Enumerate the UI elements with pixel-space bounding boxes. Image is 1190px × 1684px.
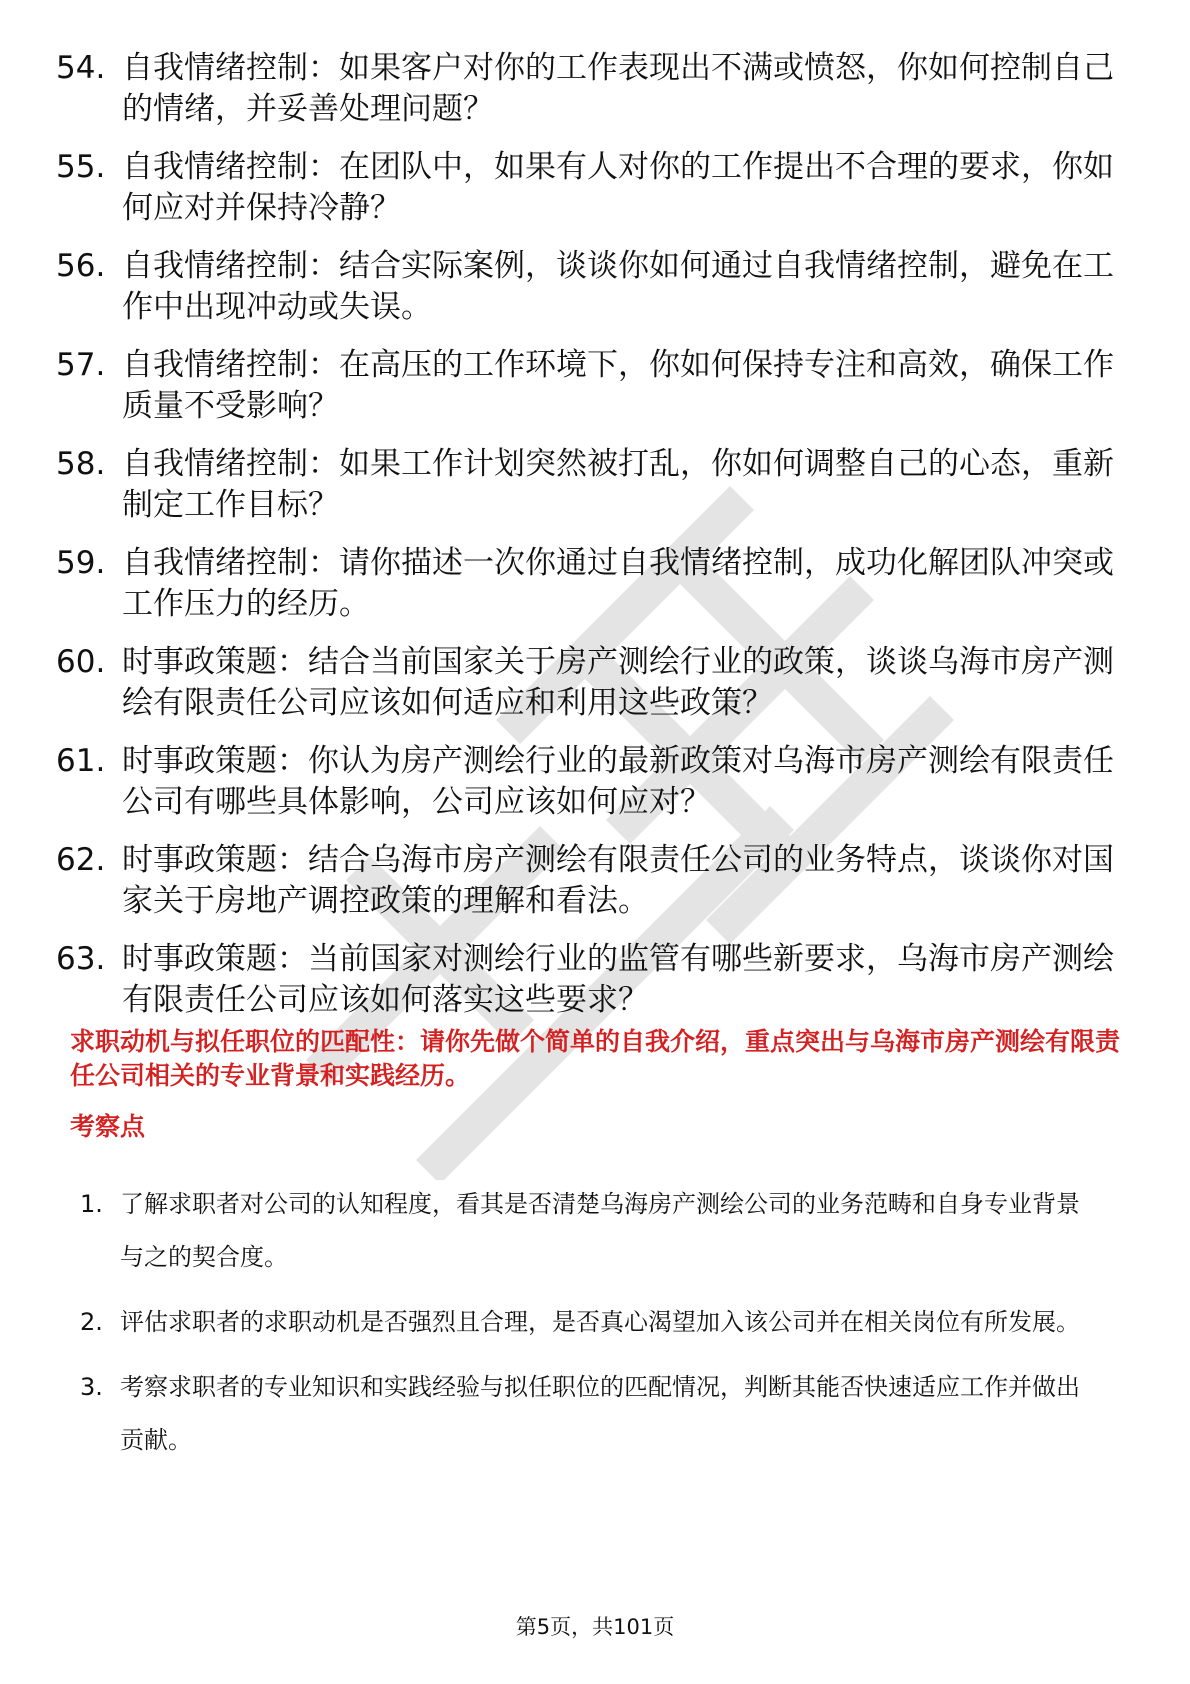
question-list xyxy=(56,48,1136,1038)
question-number: 61. xyxy=(56,743,106,779)
point-number: 3. xyxy=(80,1373,103,1401)
list-item xyxy=(56,741,1136,823)
list-item xyxy=(56,543,1136,625)
question-text: 自我情绪控制：如果客户对你的工作表现出不满或愤怒，你如何控制自己的情绪，并妥善处理问题？ xyxy=(122,50,1114,127)
question-number: 54. xyxy=(56,50,106,86)
list-item xyxy=(80,1178,1100,1284)
list-item xyxy=(56,246,1136,328)
list-item xyxy=(56,444,1136,526)
list-item xyxy=(56,147,1136,229)
point-text: 评估求职者的求职动机是否强烈且合理，是否真心渴望加入该公司并在相关岗位有所发展。 xyxy=(120,1308,1080,1336)
question-text: 自我情绪控制：在高压的工作环境下，你如何保持专注和高效，确保工作质量不受影响？ xyxy=(122,347,1114,424)
assessment-points-list xyxy=(80,1178,1100,1479)
question-text: 时事政策题：结合当前国家关于房产测绘行业的政策，谈谈乌海市房产测绘有限责任公司应该如何适应和利用这些政策？ xyxy=(122,644,1114,721)
question-text: 自我情绪控制：如果工作计划突然被打乱，你如何调整自己的心态，重新制定工作目标？ xyxy=(122,446,1114,523)
question-number: 62. xyxy=(56,842,106,878)
list-item xyxy=(56,48,1136,130)
question-number: 59. xyxy=(56,545,106,581)
point-text: 了解求职者对公司的认知程度，看其是否清楚乌海房产测绘公司的业务范畴和自身专业背景与之的契合度。 xyxy=(120,1190,1080,1271)
page-footer: 第5页，共101页 xyxy=(515,1615,675,1639)
question-number: 63. xyxy=(56,941,106,977)
point-text: 考察求职者的专业知识和实践经验与拟任职位的匹配情况，判断其能否快速适应工作并做出贡献。 xyxy=(120,1373,1080,1454)
question-number: 60. xyxy=(56,644,106,680)
question-text: 时事政策题：结合乌海市房产测绘有限责任公司的业务特点，谈谈你对国家关于房地产调控政策的理解和看法。 xyxy=(122,842,1114,919)
highlight-question: 求职动机与拟任职位的匹配性：请你先做个简单的自我介绍，重点突出与乌海市房产测绘有限责任公司相关的专业背景和实践经历。 xyxy=(70,1027,1121,1090)
question-number: 57. xyxy=(56,347,106,383)
list-item xyxy=(56,939,1136,1021)
question-text: 时事政策题：你认为房产测绘行业的最新政策对乌海市房产测绘有限责任公司有哪些具体影响，公司应该如何应对？ xyxy=(122,743,1114,820)
question-number: 56. xyxy=(56,248,106,284)
list-item xyxy=(80,1296,1100,1349)
question-number: 55. xyxy=(56,149,106,185)
question-text: 自我情绪控制：在团队中，如果有人对你的工作提出不合理的要求，你如何应对并保持冷静？ xyxy=(122,149,1114,226)
question-text: 时事政策题：当前国家对测绘行业的监管有哪些新要求，乌海市房产测绘有限责任公司应该如何落实这些要求？ xyxy=(122,941,1114,1018)
question-text: 自我情绪控制：请你描述一次你通过自我情绪控制，成功化解团队冲突或工作压力的经历。 xyxy=(122,545,1114,622)
list-item xyxy=(80,1361,1100,1467)
list-item xyxy=(56,345,1136,427)
point-number: 1. xyxy=(80,1190,103,1218)
question-text: 自我情绪控制：结合实际案例，谈谈你如何通过自我情绪控制，避免在工作中出现冲动或失误。 xyxy=(122,248,1114,325)
list-item xyxy=(56,642,1136,724)
question-number: 58. xyxy=(56,446,106,482)
list-item xyxy=(56,840,1136,922)
point-number: 2. xyxy=(80,1308,103,1336)
section-heading: 考察点 xyxy=(70,1112,146,1141)
